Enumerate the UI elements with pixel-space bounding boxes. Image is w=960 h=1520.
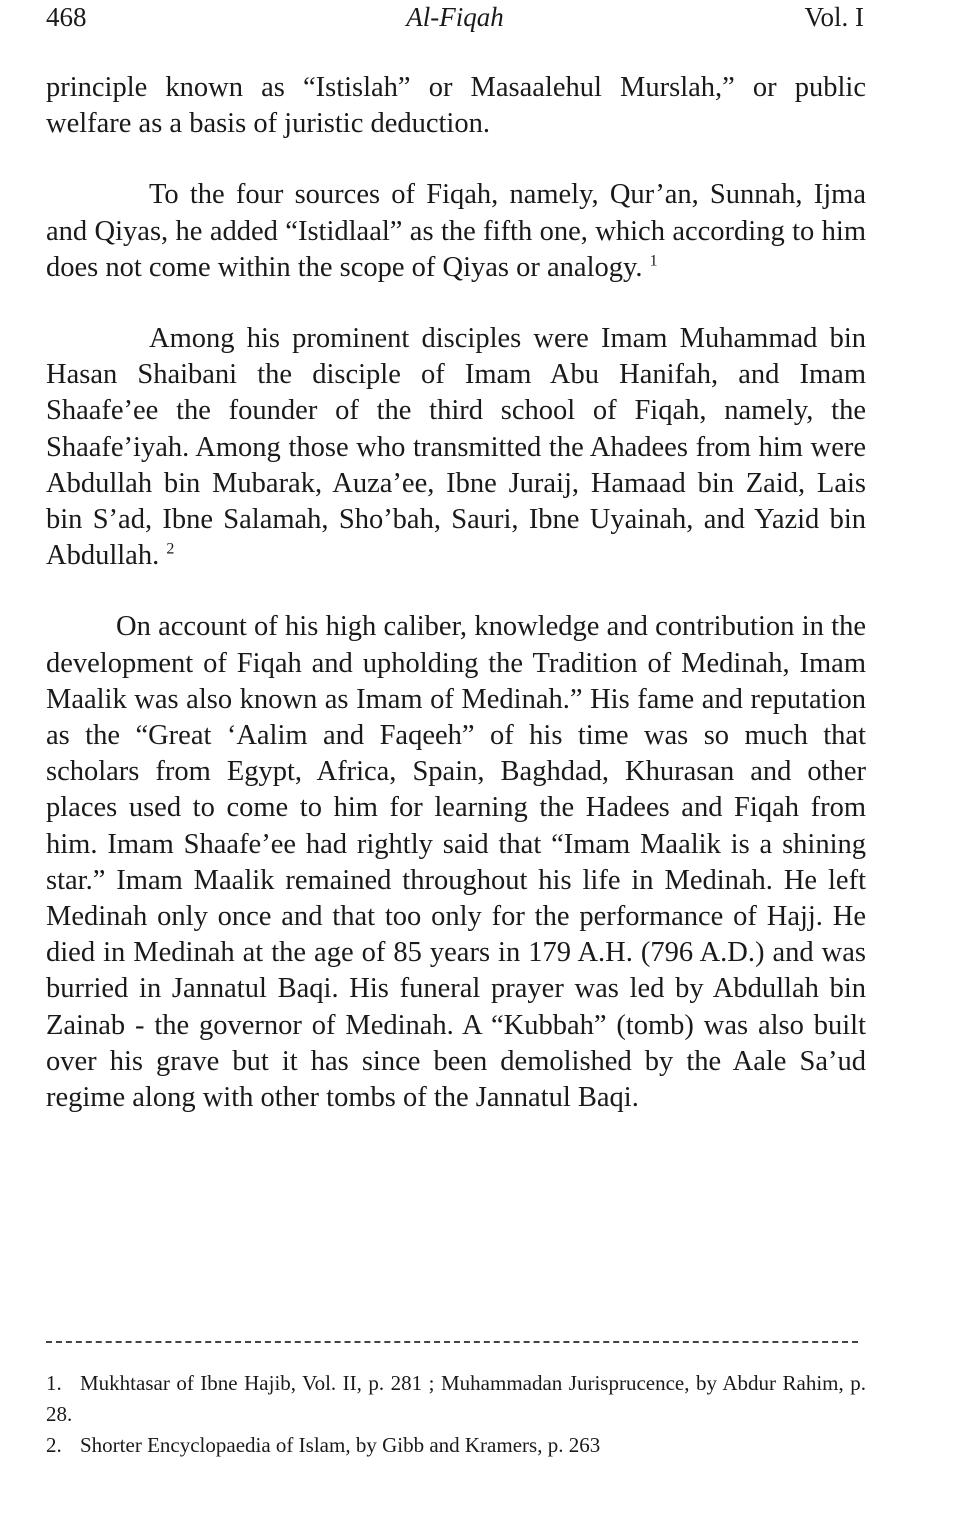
- page-number: 468: [46, 2, 87, 32]
- paragraph-fame: On account of his high caliber, knowledge and contribution in the development of Fiqah and upholding the Tradition of Medinah, Imam Maalik was also known as Imam of Medinah.” His fame and reputation as the “Great ‘Aalim and Faqeeh” of his time was so much that scholars from Egypt, Africa, Spain, Baghdad, Khurasan and other places used to come to him for learning the Hadees and Fiqah from him. Imam Shaafe’ee had rightly said that “Imam Maalik is a shining star.” Imam Maalik remained throughout his life in Medinah. He left Medinah only once and that too only for the performance of Hajj. He died in Medinah at the age of 85 years in 179 A.H. (796 A.D.) and was burried in Jannatul Baqi. His funeral prayer was led by Abdullah bin Zainab - the governor of Medinah. A “Kubbah” (tomb) was also built over his grave but it has since been demolished by the Aale Sa’ud regime along with other tombs of the Jannatul Baqi.: [46, 611, 866, 1114]
- main-text: [46, 70, 866, 1116]
- footnote-divider: [46, 1341, 858, 1343]
- footnotes: [46, 1368, 866, 1461]
- footnote-ref-2: 2: [166, 540, 175, 558]
- volume-label: Vol. I: [804, 2, 864, 32]
- page-header: [46, 0, 864, 40]
- paragraph-continuation: principle known as “Istislah” or Masaalehul Murslah,” or public welfare as a basis of juristic deduction.: [46, 72, 866, 140]
- footnote-1: 1. Mukhtasar of Ibne Hajib, Vol. II, p. 281 ; Muhammadan Jurisprucence, by Abdur Rahim, p. 28.: [46, 1371, 866, 1426]
- footnote-2: 2. Shorter Encyclopaedia of Islam, by Gibb and Kramers, p. 263: [46, 1433, 601, 1457]
- paragraph-disciples: Among his prominent disciples were Imam Muhammad bin Hasan Shaibani the disciple of Imam Abu Hanifah, and Imam Shaafe’ee the founder of the third school of Fiqah, namely, the Shaafe’iyah. Among those who transmitted the Ahadees from him were Abdullah bin Mubarak, Auza’ee, Ibne Juraij, Hamaad bin Zaid, Lais bin S’ad, Ibne Salamah, Sho’bah, Sauri, Ibne Uyainah, and Yazid bin Abdullah. $^2$: [46, 323, 866, 572]
- running-title: Al-Fiqah: [406, 2, 504, 32]
- paragraph-sources: To the four sources of Fiqah, namely, Qur’an, Sunnah, Ijma and Qiyas, he added “Istidlaal” as the fifth one, which according to him does not come within the scope of Qiyas or analogy. $^1$: [46, 179, 866, 283]
- footnote-ref-1: 1: [649, 252, 658, 270]
